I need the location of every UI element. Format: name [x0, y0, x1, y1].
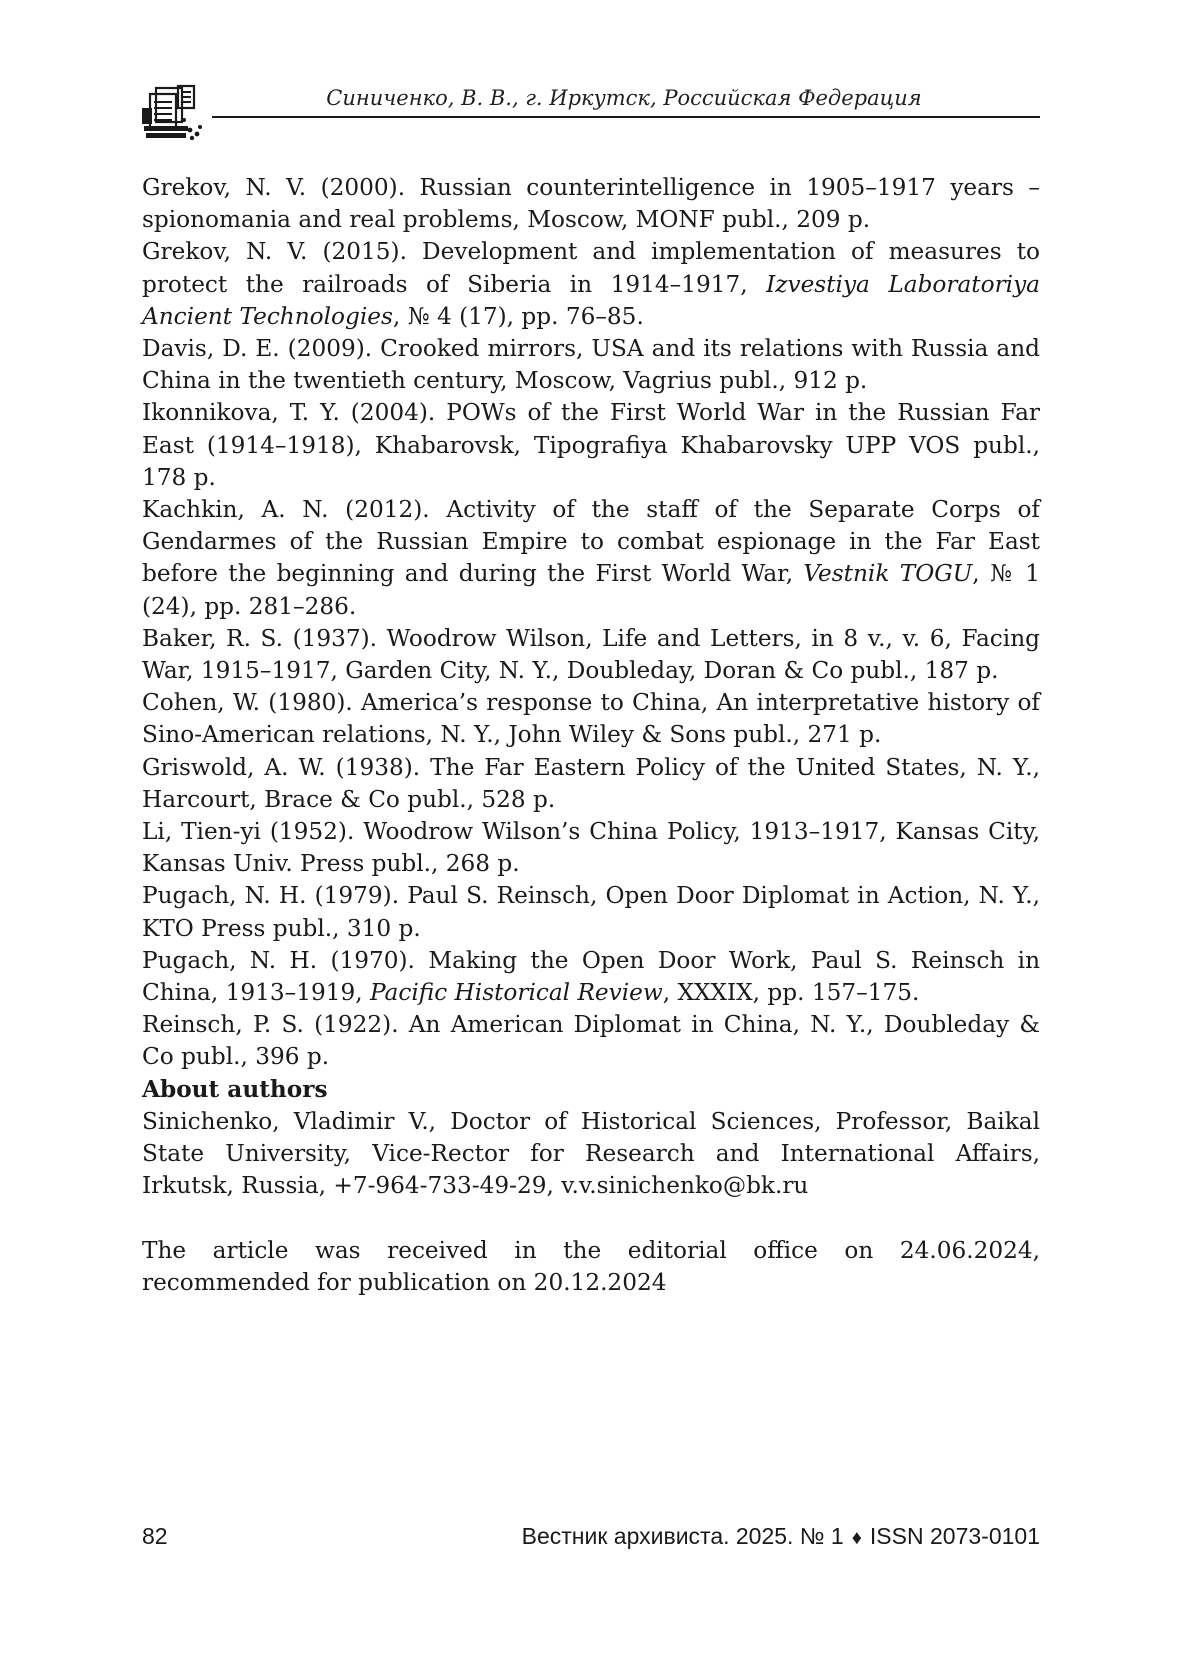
- reference-source: Pacific Historical Review: [369, 979, 663, 1007]
- reference-item: Ikonnikova, T. Y. (2004). POWs of the First World War in the Russian Far East (1914–1918), Khabarovsk, Tipografiya Khabarovsky UPP VOS publ., 178 p.: [142, 399, 1040, 491]
- reference-item: Li, Tien-yi (1952). Woodrow Wilson’s China Policy, 1913–1917, Kansas City, Kansas Univ. Press publ., 268 p.: [142, 818, 1040, 878]
- reference-item: Pugach, N. H. (1979). Paul S. Reinsch, Open Door Diplomat in Action, N. Y., KTO Press publ., 310 p.: [142, 882, 1040, 942]
- reference-item: [142, 236, 1040, 333]
- reference-item: [142, 494, 1040, 623]
- journal-info: [522, 1523, 1040, 1550]
- journal-name: Вестник архивиста. 2025. № 1: [521, 1523, 844, 1549]
- reference-details: , XXXIX, pp. 157–175.: [662, 979, 920, 1007]
- reference-item: Baker, R. S. (1937). Woodrow Wilson, Life and Letters, in 8 v., v. 6, Facing War, 1915–1917, Garden City, N. Y., Doubleday, Doran & Co publ., 187 p.: [142, 624, 1040, 685]
- reference-item: Cohen, W. (1980). America’s response to China, An interpretative history of Sino-American relations, N. Y., John Wiley & Sons publ., 271 p.: [142, 689, 1040, 749]
- diamond-icon: ♦: [851, 1527, 862, 1549]
- reference-source: Izvestiya Laboratoriya Ancient Technologies: [142, 270, 1040, 330]
- received-note: The article was received in the editorial office on 24.06.2024, recommended for publication on 20.12.2024: [142, 1236, 1040, 1296]
- about-authors-heading: About authors: [142, 1075, 328, 1103]
- reference-details: , № 1 (24), pp. 281–286.: [142, 560, 1040, 620]
- page-number: 82: [142, 1523, 168, 1549]
- reference-text: Grekov, N. V. (2015). Development and implementation of measures to protect the railroads of Siberia in 1914–1917,: [142, 238, 1040, 298]
- running-head: [142, 82, 1040, 126]
- reference-source: Vestnik TOGU: [803, 560, 973, 588]
- reference-details: , № 4 (17), pp. 76–85.: [392, 302, 644, 330]
- reference-text: Pugach, N. H. (1970). Making the Open Door Work, Paul S. Reinsch in China, 1913–1919,: [142, 946, 1040, 1007]
- reference-item: [142, 945, 1040, 1009]
- page-footer: [142, 1523, 1040, 1557]
- author-info: Sinichenko, Vladimir V., Doctor of Historical Sciences, Professor, Baikal State University, Vice-Rector for Research and International Affairs, Irkutsk, Russia, +7-964-733-49-29, v.v.sinichenko@bk.ru: [142, 1107, 1040, 1200]
- reference-item: Griswold, A. W. (1938). The Far Eastern Policy of the United States, N. Y., Harcourt, Brace & Co publ., 528 p.: [142, 753, 1040, 813]
- archive-documents-icon: [142, 82, 208, 142]
- header-rule: [212, 116, 1040, 118]
- reference-item: Davis, D. E. (2009). Crooked mirrors, USA and its relations with Russia and China in the twentieth century, Moscow, Vagrius publ., 912 p.: [142, 335, 1040, 395]
- references-section: [142, 172, 1040, 1299]
- reference-item: Reinsch, P. S. (1922). An American Diplomat in China, N. Y., Doubleday & Co publ., 396 p.: [142, 1011, 1040, 1071]
- issn: ISSN 2073-0101: [869, 1523, 1040, 1549]
- reference-text: Kachkin, A. N. (2012). Activity of the staff of the Separate Corps of Gendarmes of the Russian Empire to combat espionage in the Far East before the beginning and during the First World War,: [142, 496, 1040, 588]
- running-title: Синиченко, В. В., г. Иркутск, Российская Федерация: [326, 86, 922, 110]
- reference-item: Grekov, N. V. (2000). Russian counterintelligence in 1905–1917 years – spionomania and real problems, Moscow, MONF publ., 209 p.: [142, 174, 1040, 234]
